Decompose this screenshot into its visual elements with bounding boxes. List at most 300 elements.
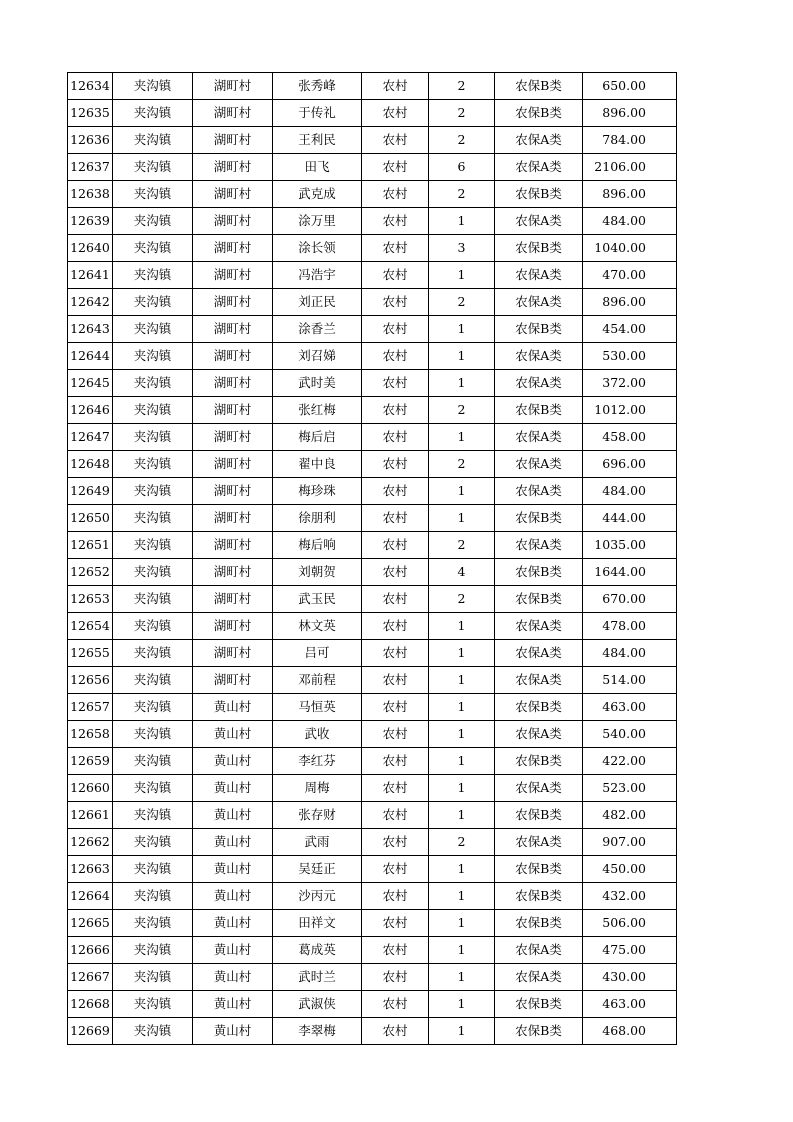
cell-category: 农保B类 [495,316,583,343]
cell-amount: 470.00 [583,262,677,289]
roster-table-body [68,73,677,1045]
cell-area: 农村 [362,640,429,667]
cell-amount: 484.00 [583,208,677,235]
cell-id: 12664 [68,883,113,910]
cell-village: 黄山村 [193,775,273,802]
cell-id: 12636 [68,127,113,154]
table-row [68,154,677,181]
cell-amount: 907.00 [583,829,677,856]
cell-count: 1 [429,856,495,883]
cell-amount: 458.00 [583,424,677,451]
cell-area: 农村 [362,910,429,937]
table-row [68,856,677,883]
cell-category: 农保A类 [495,829,583,856]
cell-count: 1 [429,640,495,667]
cell-count: 1 [429,775,495,802]
cell-name: 刘正民 [273,289,362,316]
cell-amount: 475.00 [583,937,677,964]
cell-id: 12654 [68,613,113,640]
cell-name: 林文英 [273,613,362,640]
cell-town: 夹沟镇 [113,451,193,478]
cell-category: 农保A类 [495,451,583,478]
cell-count: 2 [429,127,495,154]
cell-village: 湖町村 [193,640,273,667]
cell-amount: 422.00 [583,748,677,775]
cell-count: 6 [429,154,495,181]
cell-town: 夹沟镇 [113,127,193,154]
cell-id: 12641 [68,262,113,289]
cell-village: 湖町村 [193,478,273,505]
cell-amount: 454.00 [583,316,677,343]
table-row [68,289,677,316]
cell-count: 1 [429,208,495,235]
cell-id: 12655 [68,640,113,667]
cell-area: 农村 [362,343,429,370]
table-row [68,262,677,289]
cell-category: 农保B类 [495,910,583,937]
cell-area: 农村 [362,262,429,289]
cell-count: 1 [429,937,495,964]
cell-town: 夹沟镇 [113,802,193,829]
cell-id: 12637 [68,154,113,181]
cell-id: 12668 [68,991,113,1018]
cell-town: 夹沟镇 [113,856,193,883]
cell-amount: 784.00 [583,127,677,154]
cell-amount: 1012.00 [583,397,677,424]
cell-category: 农保B类 [495,856,583,883]
cell-village: 湖町村 [193,532,273,559]
cell-count: 2 [429,586,495,613]
cell-village: 湖町村 [193,262,273,289]
cell-village: 黄山村 [193,883,273,910]
cell-name: 武收 [273,721,362,748]
cell-name: 武玉民 [273,586,362,613]
cell-count: 1 [429,613,495,640]
cell-amount: 463.00 [583,991,677,1018]
table-row [68,316,677,343]
cell-category: 农保A类 [495,721,583,748]
cell-count: 2 [429,73,495,100]
table-row [68,559,677,586]
cell-amount: 530.00 [583,343,677,370]
table-row [68,775,677,802]
cell-name: 翟中良 [273,451,362,478]
cell-count: 1 [429,424,495,451]
cell-count: 1 [429,802,495,829]
cell-category: 农保A类 [495,127,583,154]
cell-category: 农保A类 [495,154,583,181]
cell-area: 农村 [362,748,429,775]
cell-count: 2 [429,532,495,559]
cell-id: 12646 [68,397,113,424]
cell-village: 湖町村 [193,451,273,478]
cell-category: 农保A类 [495,775,583,802]
cell-id: 12658 [68,721,113,748]
cell-village: 黄山村 [193,721,273,748]
cell-count: 3 [429,235,495,262]
table-row [68,883,677,910]
cell-count: 1 [429,343,495,370]
cell-count: 1 [429,964,495,991]
table-row [68,424,677,451]
cell-village: 湖町村 [193,667,273,694]
table-row [68,181,677,208]
cell-town: 夹沟镇 [113,343,193,370]
cell-name: 马恒英 [273,694,362,721]
cell-id: 12645 [68,370,113,397]
table-row [68,694,677,721]
cell-id: 12659 [68,748,113,775]
cell-town: 夹沟镇 [113,748,193,775]
cell-town: 夹沟镇 [113,424,193,451]
cell-town: 夹沟镇 [113,613,193,640]
table-row [68,397,677,424]
cell-village: 湖町村 [193,505,273,532]
table-row [68,127,677,154]
cell-village: 湖町村 [193,127,273,154]
table-row [68,991,677,1018]
cell-id: 12639 [68,208,113,235]
cell-area: 农村 [362,451,429,478]
cell-name: 邓前程 [273,667,362,694]
cell-count: 1 [429,262,495,289]
cell-name: 于传礼 [273,100,362,127]
cell-count: 2 [429,397,495,424]
cell-count: 1 [429,1018,495,1045]
cell-id: 12661 [68,802,113,829]
cell-area: 农村 [362,181,429,208]
cell-area: 农村 [362,802,429,829]
cell-village: 黄山村 [193,802,273,829]
cell-category: 农保A类 [495,289,583,316]
cell-amount: 506.00 [583,910,677,937]
table-row [68,235,677,262]
cell-count: 2 [429,829,495,856]
table-row [68,613,677,640]
cell-village: 黄山村 [193,856,273,883]
cell-id: 12669 [68,1018,113,1045]
cell-count: 1 [429,883,495,910]
cell-count: 2 [429,289,495,316]
cell-category: 农保A类 [495,613,583,640]
cell-name: 梅后启 [273,424,362,451]
cell-village: 湖町村 [193,370,273,397]
cell-area: 农村 [362,316,429,343]
cell-amount: 2106.00 [583,154,677,181]
cell-area: 农村 [362,883,429,910]
cell-town: 夹沟镇 [113,478,193,505]
cell-name: 葛成英 [273,937,362,964]
cell-town: 夹沟镇 [113,154,193,181]
cell-count: 1 [429,910,495,937]
cell-town: 夹沟镇 [113,964,193,991]
cell-category: 农保A类 [495,370,583,397]
cell-category: 农保B类 [495,505,583,532]
cell-id: 12660 [68,775,113,802]
roster-table [67,72,677,1045]
cell-village: 黄山村 [193,964,273,991]
cell-category: 农保A类 [495,208,583,235]
cell-category: 农保B类 [495,559,583,586]
table-row [68,640,677,667]
table-row [68,748,677,775]
cell-amount: 540.00 [583,721,677,748]
cell-town: 夹沟镇 [113,1018,193,1045]
cell-amount: 450.00 [583,856,677,883]
cell-area: 农村 [362,829,429,856]
cell-area: 农村 [362,397,429,424]
cell-id: 12665 [68,910,113,937]
cell-area: 农村 [362,775,429,802]
cell-town: 夹沟镇 [113,316,193,343]
table-row [68,964,677,991]
cell-count: 2 [429,100,495,127]
cell-area: 农村 [362,370,429,397]
cell-amount: 514.00 [583,667,677,694]
cell-village: 湖町村 [193,154,273,181]
cell-category: 农保A类 [495,640,583,667]
table-row [68,343,677,370]
cell-name: 李翠梅 [273,1018,362,1045]
cell-amount: 468.00 [583,1018,677,1045]
cell-count: 2 [429,451,495,478]
cell-category: 农保B类 [495,100,583,127]
cell-village: 湖町村 [193,100,273,127]
table-row [68,910,677,937]
cell-town: 夹沟镇 [113,640,193,667]
cell-town: 夹沟镇 [113,937,193,964]
cell-amount: 430.00 [583,964,677,991]
cell-town: 夹沟镇 [113,667,193,694]
cell-name: 田飞 [273,154,362,181]
cell-id: 12647 [68,424,113,451]
cell-village: 湖町村 [193,424,273,451]
cell-name: 武淑侠 [273,991,362,1018]
cell-count: 1 [429,694,495,721]
cell-id: 12640 [68,235,113,262]
cell-area: 农村 [362,100,429,127]
table-row [68,73,677,100]
table-row [68,451,677,478]
cell-id: 12644 [68,343,113,370]
cell-town: 夹沟镇 [113,235,193,262]
cell-area: 农村 [362,505,429,532]
cell-area: 农村 [362,1018,429,1045]
cell-amount: 670.00 [583,586,677,613]
table-row [68,937,677,964]
cell-category: 农保B类 [495,883,583,910]
cell-amount: 696.00 [583,451,677,478]
cell-amount: 478.00 [583,613,677,640]
cell-name: 吕可 [273,640,362,667]
cell-id: 12638 [68,181,113,208]
cell-town: 夹沟镇 [113,559,193,586]
cell-amount: 463.00 [583,694,677,721]
cell-name: 武克成 [273,181,362,208]
cell-area: 农村 [362,289,429,316]
cell-area: 农村 [362,478,429,505]
cell-name: 徐朋利 [273,505,362,532]
cell-category: 农保A类 [495,262,583,289]
cell-town: 夹沟镇 [113,370,193,397]
cell-amount: 444.00 [583,505,677,532]
cell-area: 农村 [362,937,429,964]
table-row [68,100,677,127]
cell-amount: 523.00 [583,775,677,802]
cell-area: 农村 [362,127,429,154]
cell-id: 12657 [68,694,113,721]
table-row [68,667,677,694]
cell-name: 冯浩宇 [273,262,362,289]
cell-category: 农保B类 [495,694,583,721]
cell-amount: 484.00 [583,478,677,505]
cell-category: 农保B类 [495,1018,583,1045]
cell-village: 湖町村 [193,235,273,262]
cell-count: 1 [429,478,495,505]
cell-category: 农保A类 [495,424,583,451]
cell-village: 湖町村 [193,613,273,640]
cell-village: 湖町村 [193,343,273,370]
cell-amount: 432.00 [583,883,677,910]
cell-town: 夹沟镇 [113,181,193,208]
cell-name: 李红芬 [273,748,362,775]
cell-name: 周梅 [273,775,362,802]
cell-count: 1 [429,316,495,343]
table-row [68,1018,677,1045]
cell-category: 农保B类 [495,802,583,829]
cell-name: 张存财 [273,802,362,829]
cell-village: 湖町村 [193,316,273,343]
cell-amount: 484.00 [583,640,677,667]
cell-town: 夹沟镇 [113,910,193,937]
table-row [68,478,677,505]
table-row [68,370,677,397]
cell-count: 1 [429,748,495,775]
cell-amount: 1040.00 [583,235,677,262]
cell-village: 黄山村 [193,937,273,964]
cell-id: 12650 [68,505,113,532]
cell-count: 1 [429,721,495,748]
cell-category: 农保B类 [495,235,583,262]
cell-amount: 896.00 [583,181,677,208]
cell-category: 农保B类 [495,748,583,775]
cell-category: 农保B类 [495,397,583,424]
cell-town: 夹沟镇 [113,991,193,1018]
cell-category: 农保B类 [495,586,583,613]
cell-amount: 1644.00 [583,559,677,586]
cell-name: 刘朝贺 [273,559,362,586]
cell-amount: 1035.00 [583,532,677,559]
table-row [68,586,677,613]
cell-town: 夹沟镇 [113,775,193,802]
cell-id: 12642 [68,289,113,316]
cell-count: 4 [429,559,495,586]
cell-area: 农村 [362,964,429,991]
cell-village: 黄山村 [193,991,273,1018]
cell-name: 涂万里 [273,208,362,235]
cell-id: 12651 [68,532,113,559]
cell-village: 黄山村 [193,910,273,937]
cell-town: 夹沟镇 [113,289,193,316]
cell-area: 农村 [362,721,429,748]
cell-name: 刘召娣 [273,343,362,370]
table-row [68,829,677,856]
cell-area: 农村 [362,667,429,694]
cell-town: 夹沟镇 [113,73,193,100]
cell-area: 农村 [362,73,429,100]
cell-name: 涂香兰 [273,316,362,343]
cell-area: 农村 [362,154,429,181]
cell-area: 农村 [362,613,429,640]
cell-village: 黄山村 [193,748,273,775]
cell-town: 夹沟镇 [113,397,193,424]
cell-count: 1 [429,991,495,1018]
cell-amount: 482.00 [583,802,677,829]
cell-area: 农村 [362,991,429,1018]
cell-town: 夹沟镇 [113,100,193,127]
cell-category: 农保B类 [495,991,583,1018]
cell-area: 农村 [362,208,429,235]
cell-category: 农保B类 [495,181,583,208]
cell-area: 农村 [362,856,429,883]
cell-name: 武雨 [273,829,362,856]
cell-name: 张秀峰 [273,73,362,100]
cell-town: 夹沟镇 [113,532,193,559]
cell-name: 张红梅 [273,397,362,424]
cell-town: 夹沟镇 [113,262,193,289]
table-row [68,721,677,748]
cell-name: 武时兰 [273,964,362,991]
cell-name: 武时美 [273,370,362,397]
cell-amount: 650.00 [583,73,677,100]
cell-name: 田祥文 [273,910,362,937]
cell-area: 农村 [362,235,429,262]
cell-name: 梅珍珠 [273,478,362,505]
cell-id: 12667 [68,964,113,991]
cell-category: 农保A类 [495,667,583,694]
cell-id: 12656 [68,667,113,694]
cell-amount: 896.00 [583,100,677,127]
cell-area: 农村 [362,532,429,559]
cell-name: 沙丙元 [273,883,362,910]
cell-id: 12662 [68,829,113,856]
cell-town: 夹沟镇 [113,694,193,721]
table-row [68,802,677,829]
cell-name: 王利民 [273,127,362,154]
cell-village: 湖町村 [193,289,273,316]
cell-town: 夹沟镇 [113,505,193,532]
cell-town: 夹沟镇 [113,883,193,910]
cell-village: 黄山村 [193,1018,273,1045]
cell-category: 农保B类 [495,73,583,100]
cell-area: 农村 [362,559,429,586]
cell-area: 农村 [362,694,429,721]
cell-count: 2 [429,181,495,208]
cell-id: 12635 [68,100,113,127]
cell-count: 1 [429,667,495,694]
cell-category: 农保A类 [495,478,583,505]
table-row [68,532,677,559]
cell-town: 夹沟镇 [113,208,193,235]
cell-amount: 896.00 [583,289,677,316]
cell-id: 12652 [68,559,113,586]
cell-name: 梅后响 [273,532,362,559]
cell-category: 农保A类 [495,343,583,370]
cell-category: 农保A类 [495,937,583,964]
cell-town: 夹沟镇 [113,586,193,613]
cell-name: 吴廷正 [273,856,362,883]
cell-village: 黄山村 [193,829,273,856]
